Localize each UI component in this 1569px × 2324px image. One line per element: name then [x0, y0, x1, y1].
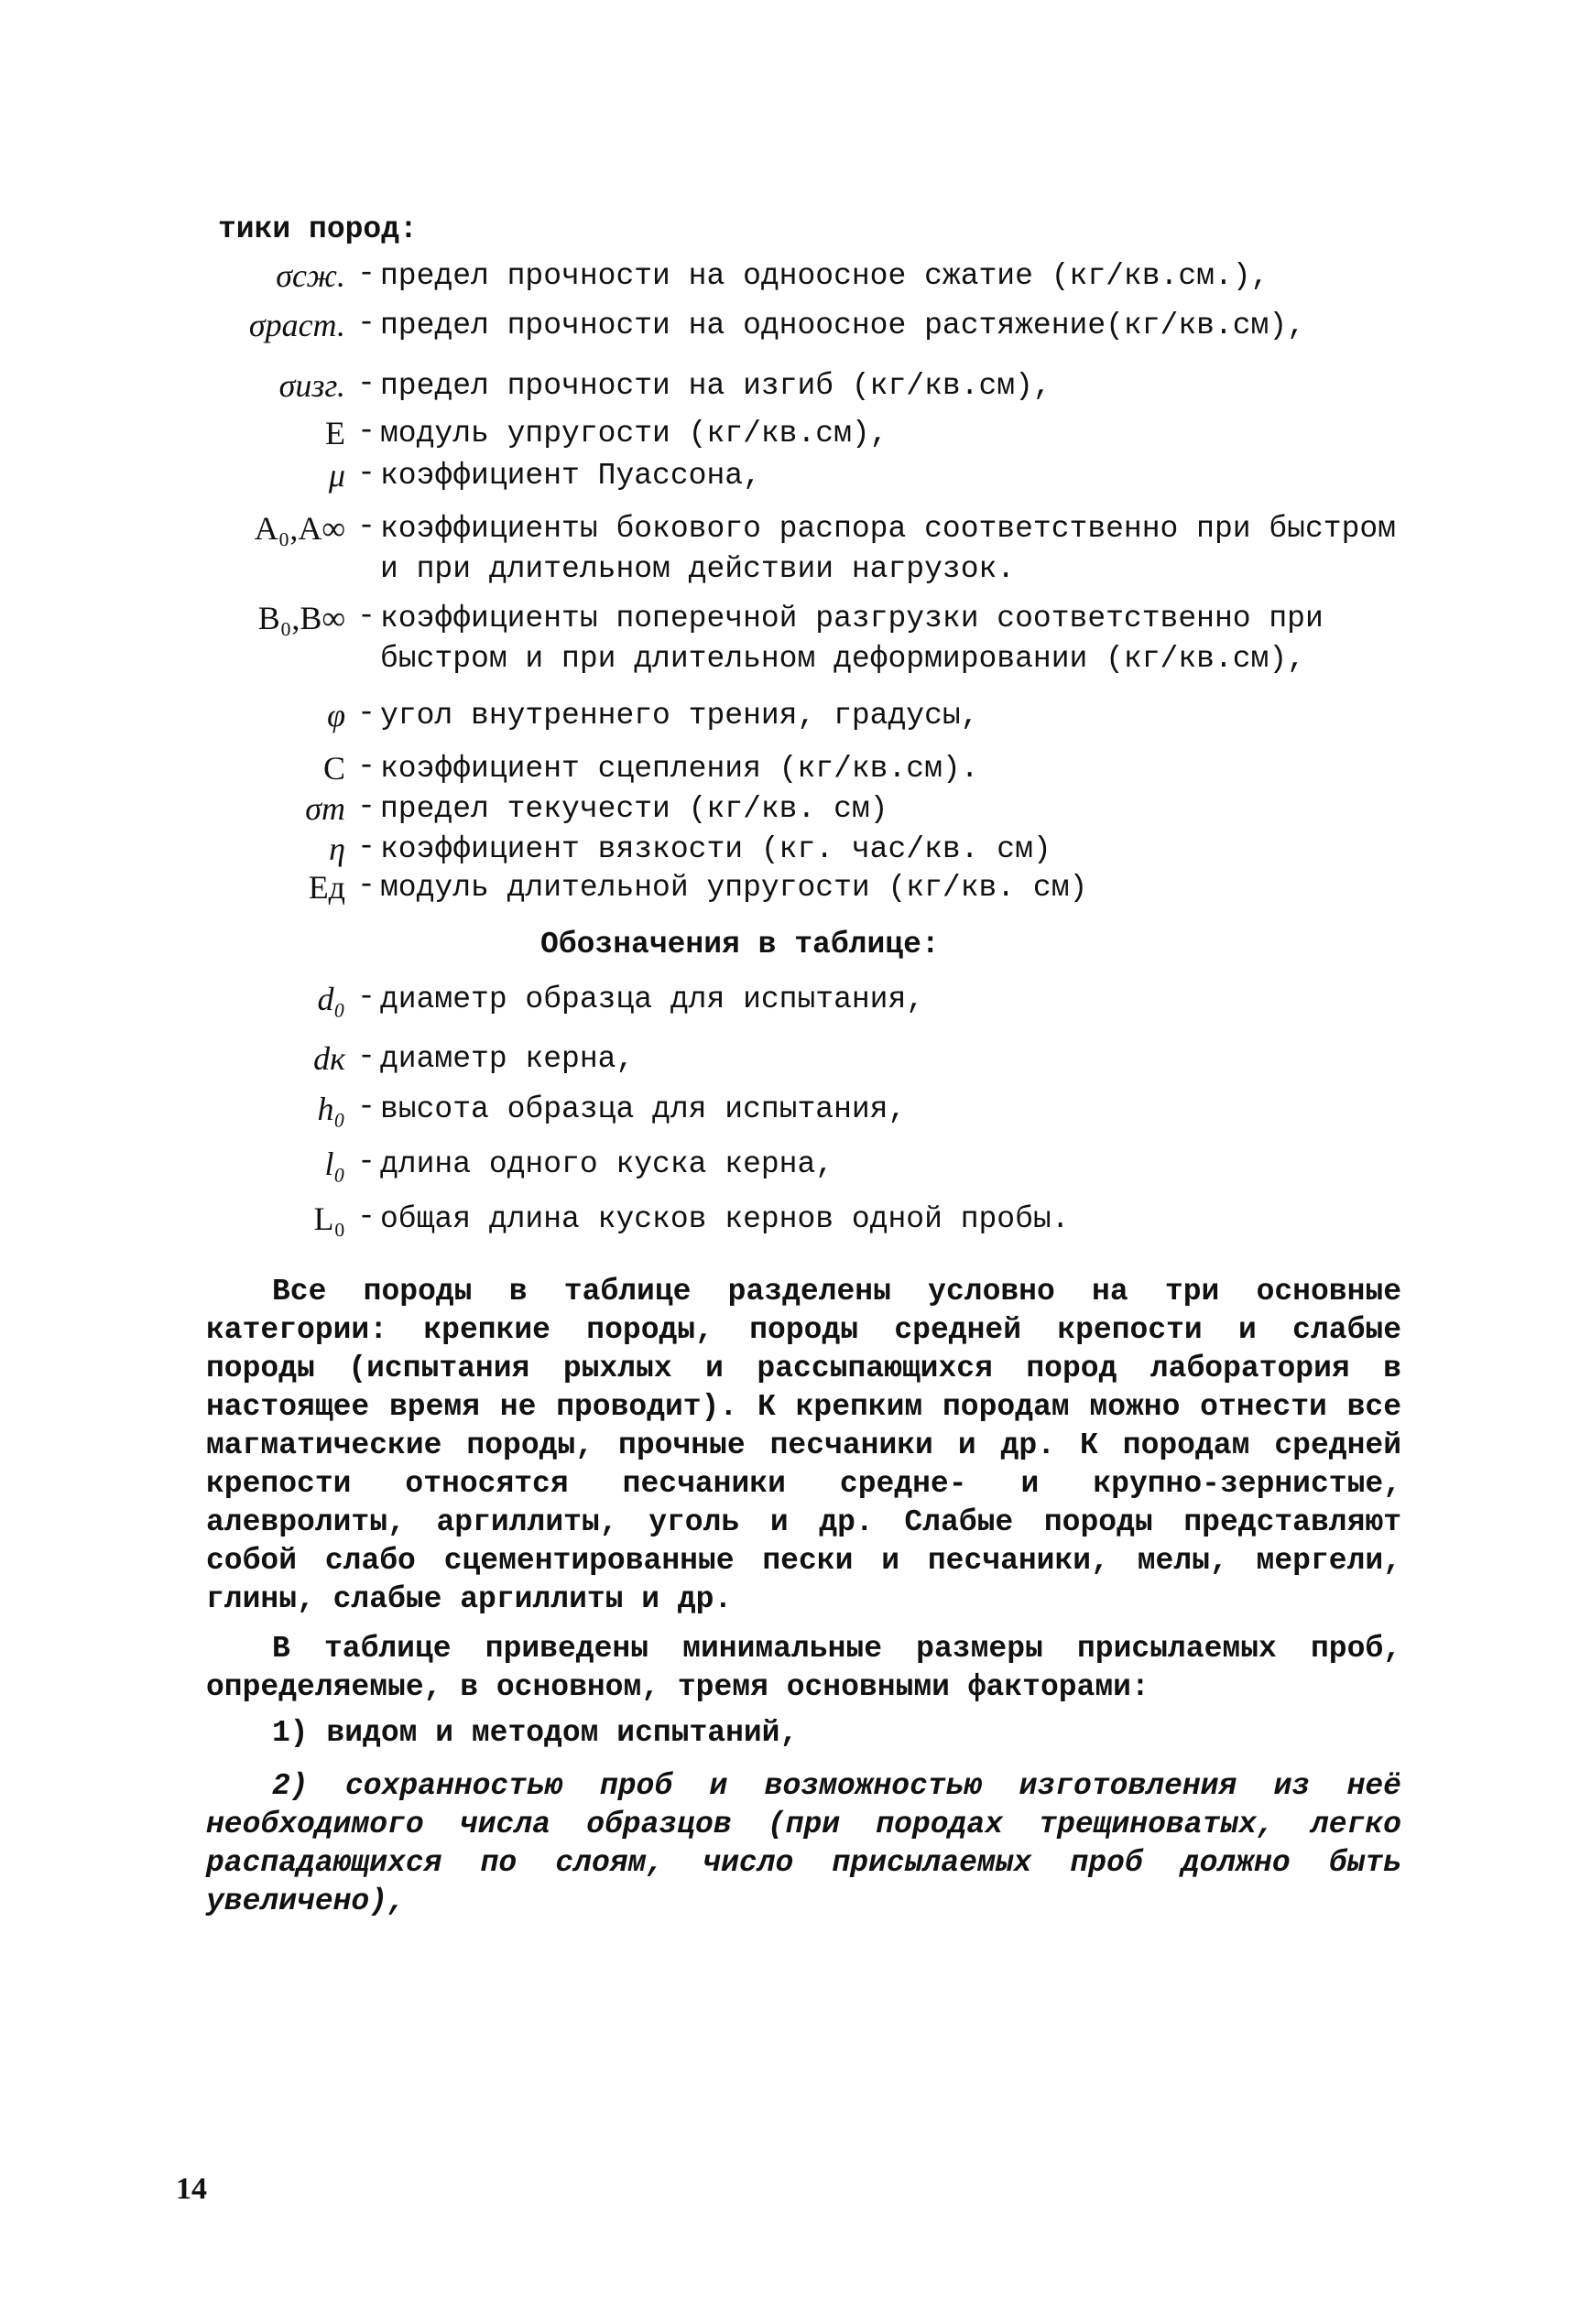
definition-item	[206, 414, 1397, 454]
table-symbol-item	[206, 980, 1397, 1020]
definition-symbol: σсж.	[276, 257, 345, 294]
table-symbol: l₀	[324, 1146, 345, 1182]
table-symbol-text: общая длина кусков кернов одной пробы.	[380, 1202, 1070, 1236]
definition-dash: -	[357, 414, 376, 448]
definition-item	[206, 306, 1397, 346]
table-legend-heading: Обозначения в таблице:	[540, 928, 940, 961]
table-symbol-dash: -	[357, 1200, 376, 1233]
table-symbol-text: высота образца для испытания,	[380, 1092, 907, 1126]
page-number: 14	[176, 2172, 207, 2206]
table-symbol-item	[206, 1200, 1397, 1240]
table-symbol-dash: -	[357, 1145, 376, 1178]
definition-dash: -	[357, 366, 376, 400]
definition-text: предел текучести (кг/кв. см)	[380, 792, 888, 826]
table-symbol-item	[206, 1145, 1397, 1185]
definition-dash: -	[357, 509, 376, 543]
definition-symbol: σт	[305, 790, 345, 827]
table-symbol-text: диаметр керна,	[380, 1042, 635, 1076]
table-symbol: dк	[313, 1040, 345, 1077]
table-symbol-item	[206, 1090, 1397, 1130]
definition-text: коэффициенты поперечной разгрузки соответственно при быстром и при длительном деформировании (кг/кв.см),	[380, 602, 1324, 676]
definition-item	[206, 830, 1397, 870]
definition-text: коэффициент сцепления (кг/кв.см).	[380, 752, 979, 786]
definition-text: предел прочности на одноосное сжатие (кг/кв.см.),	[380, 259, 1269, 293]
definition-symbol: Eд	[308, 869, 345, 906]
table-symbol-text: диаметр образца для испытания,	[380, 983, 925, 1016]
table-symbol-dash: -	[357, 1090, 376, 1124]
definition-item	[206, 789, 1397, 830]
definition-dash: -	[357, 306, 376, 340]
table-symbol: h₀	[317, 1091, 345, 1127]
definition-dash: -	[357, 868, 376, 902]
definition-dash: -	[357, 830, 376, 863]
definition-symbol: φ	[327, 697, 345, 733]
definition-item	[206, 749, 1397, 789]
definition-item	[206, 868, 1397, 908]
definition-dash: -	[357, 749, 376, 783]
definition-text: угол внутреннего трения, градусы,	[380, 699, 979, 733]
definition-symbol: A₀,A∞	[254, 510, 345, 547]
list-item-factor-1	[206, 1714, 1401, 1753]
definition-symbol: μ	[328, 457, 345, 494]
intro-line: тики пород:	[218, 212, 418, 246]
definition-text: модуль упругости (кг/кв.см),	[380, 417, 888, 451]
definition-item	[206, 599, 1397, 679]
list-item-factor-2	[206, 1767, 1401, 1921]
paragraph-table-sizes	[206, 1630, 1401, 1707]
definition-item	[206, 509, 1397, 590]
paragraph-text: Все породы в таблице разделены условно на три основные категории: крепкие породы, породы средней крепости и слабые породы (испытания рыхлых и рассыпающихся пород лаборатория в настоящее время не проводит). К крепким породам можно отнести все магматические породы, прочные песчаники и др. К породам средней крепости относятся песчаники средне- и крупно-зернистые, алевролиты, аргиллиты, уголь и др. Слабые породы представляют собой слабо сцементированные пески и песчаники, мелы, мергели, глины, слабые аргиллиты и др.	[206, 1275, 1401, 1616]
definition-symbol: E	[325, 415, 345, 451]
definition-symbol: B₀,B∞	[257, 600, 345, 636]
definition-text: предел прочности на изгиб (кг/кв.см),	[380, 369, 1051, 403]
paragraph-text: В таблице приведены минимальные размеры присылаемых проб, определяемые, в основном, тремя основными факторами:	[206, 1632, 1401, 1704]
definition-item	[206, 696, 1397, 736]
definition-item	[206, 456, 1397, 496]
table-symbol-dash: -	[357, 1039, 376, 1073]
definition-symbol: σраст.	[248, 307, 345, 343]
definition-dash: -	[357, 789, 376, 823]
definition-dash: -	[357, 599, 376, 633]
table-symbol-item	[206, 1039, 1397, 1080]
table-symbol-dash: -	[357, 980, 376, 1014]
definition-text: коэффициент вязкости (кг. час/кв. см)	[380, 832, 1051, 866]
definition-text: коэффициент Пуассона,	[380, 459, 761, 493]
paragraph-rock-categories	[206, 1273, 1401, 1619]
definition-text: коэффициенты бокового распора соответственно при быстром и при длительном действии нагрузок.	[380, 512, 1396, 586]
table-symbol-text: длина одного куска керна,	[380, 1147, 834, 1181]
definition-dash: -	[357, 256, 376, 290]
definition-symbol: C	[322, 750, 345, 787]
definition-text: модуль длительной упругости (кг/кв. см)	[380, 871, 1088, 905]
definition-symbol: η	[329, 831, 345, 867]
table-symbol: d₀	[317, 981, 345, 1017]
definition-text: предел прочности на одноосное растяжение(кг/кв.см),	[380, 309, 1305, 342]
definition-item	[206, 256, 1397, 297]
definition-dash: -	[357, 456, 376, 490]
table-symbol: L₀	[313, 1200, 345, 1237]
definition-dash: -	[357, 696, 376, 730]
paragraph-text: 1) видом и методом испытаний,	[272, 1716, 799, 1750]
definition-item	[206, 366, 1397, 407]
paragraph-text: 2) сохранностью проб и возможностью изготовления из неё необходимого числа образцов (при породах трещиноватых, легко распадающихся по слоям, число присылаемых проб должно быть увеличено),	[206, 1769, 1401, 1918]
definition-symbol: σизг.	[278, 367, 345, 404]
